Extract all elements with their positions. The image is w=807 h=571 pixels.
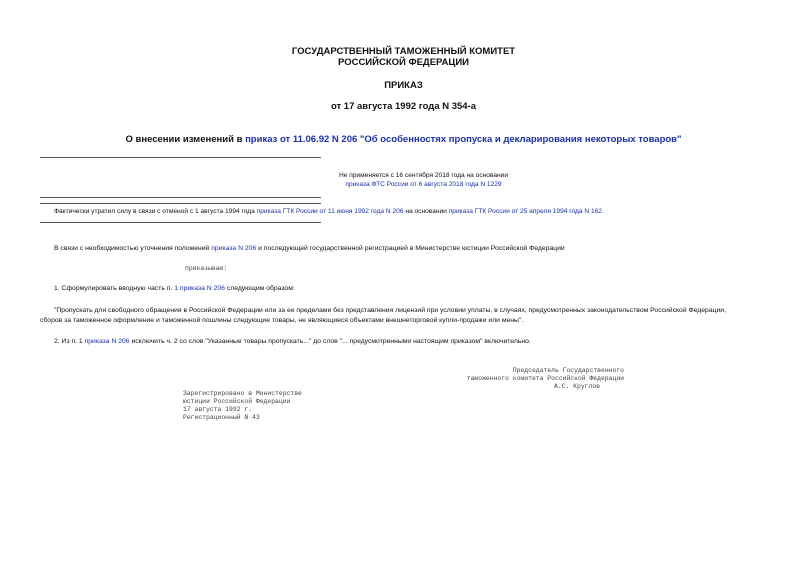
notice-fts-order-link[interactable]: приказа ФТС России от 6 августа 2018 года N 1229 xyxy=(345,181,502,188)
notice-lost-force-text-3: . xyxy=(601,208,604,215)
divider-middle-2 xyxy=(40,203,321,204)
item-2-order-link[interactable]: приказа N 206 xyxy=(84,338,130,345)
quoted-text-line-1: "Пропускать для свободного обращения в Российской Федерации или за ее пределами без представления лицензий при условии уплаты, в случаях, предусмотренных законодательством Российской Федерации, xyxy=(54,307,726,314)
registration-line-4: Регистрационный N 43 xyxy=(183,414,260,421)
signature-block xyxy=(440,367,624,391)
item-1-text-1: 1. Сформулировать вводную часть п. xyxy=(54,285,175,292)
item-1 xyxy=(54,284,295,294)
item-2-text-2: исключить ч. 2 со слов "Указанные товары пропускать..." до слов "... предусмотренными настоящим приказом" включительно. xyxy=(129,338,531,345)
notice-gtk-order-162-link[interactable]: приказа ГТК России от 25 апреля 1994 года N 162 xyxy=(448,208,602,215)
quoted-text xyxy=(54,306,726,316)
notice-lost-force xyxy=(54,207,604,216)
notice-not-applied-text: Не применяется с 16 сентября 2018 года на основании xyxy=(338,172,509,179)
preamble-text-1: В связи с необходимостью уточнения положений xyxy=(54,245,212,252)
signature-line-2: таможенного комитета Российской Федерации xyxy=(466,375,624,382)
preamble-text-2: и последующей государственной регистрацией в Министерстве юстиции Российской Федерации xyxy=(256,245,565,252)
divider-bottom xyxy=(40,222,321,223)
item-2-text-1: 2. Из п. 1 xyxy=(54,338,85,345)
issuer-line-1: ГОСУДАРСТВЕННЫЙ ТАМОЖЕННЫЙ КОМИТЕТ xyxy=(291,46,516,57)
registration-block xyxy=(183,390,302,422)
divider-top xyxy=(40,157,321,158)
signature-line-3: А.С. Круглов xyxy=(553,383,600,390)
quoted-text-line-2: сборов за таможенное оформление и таможенной пошлины следующие товары, не являющиеся объектами внешнеторговой купли-продажи или мены". xyxy=(40,317,524,324)
notice-not-applied xyxy=(40,171,807,189)
document-date-number: от 17 августа 1992 года N 354-а xyxy=(330,101,477,112)
issuer-line-2: РОССИЙСКОЙ ФЕДЕРАЦИИ xyxy=(337,57,469,68)
item-2 xyxy=(54,337,531,347)
notice-lost-force-text-1: Фактически утратил силу в связи с отменой с 1 августа 1994 года xyxy=(54,208,257,215)
order-word: приказываю: xyxy=(185,265,228,272)
notice-gtk-order-206-link[interactable]: приказа ГТК России от 11 июня 1992 года N 206 xyxy=(256,208,404,215)
notice-lost-force-text-2: на основании xyxy=(403,208,449,215)
signature-line-1: Председатель Государственного xyxy=(512,367,624,374)
document-type: ПРИКАЗ xyxy=(384,80,423,91)
title-order-link[interactable]: приказ от 11.06.92 N 206 "Об особенностях пропуска и декларирования некоторых товаров" xyxy=(245,134,682,145)
document-title xyxy=(0,134,807,145)
preamble-order-206-link[interactable]: приказа N 206 xyxy=(211,245,257,252)
registration-line-2: юстиции Российской Федерации xyxy=(183,398,291,405)
item-1-order-link[interactable]: 1 приказа N 206 xyxy=(174,285,225,292)
registration-line-3: 17 августа 1992 г. xyxy=(183,406,253,413)
preamble xyxy=(54,244,565,254)
quoted-text-continuation xyxy=(40,316,523,326)
registration-line-1: Зарегистрировано в Министерстве xyxy=(183,390,302,397)
divider-middle-1 xyxy=(40,197,321,198)
title-prefix: О внесении изменений в xyxy=(125,134,246,145)
item-1-text-2: следующим образом: xyxy=(224,285,295,292)
